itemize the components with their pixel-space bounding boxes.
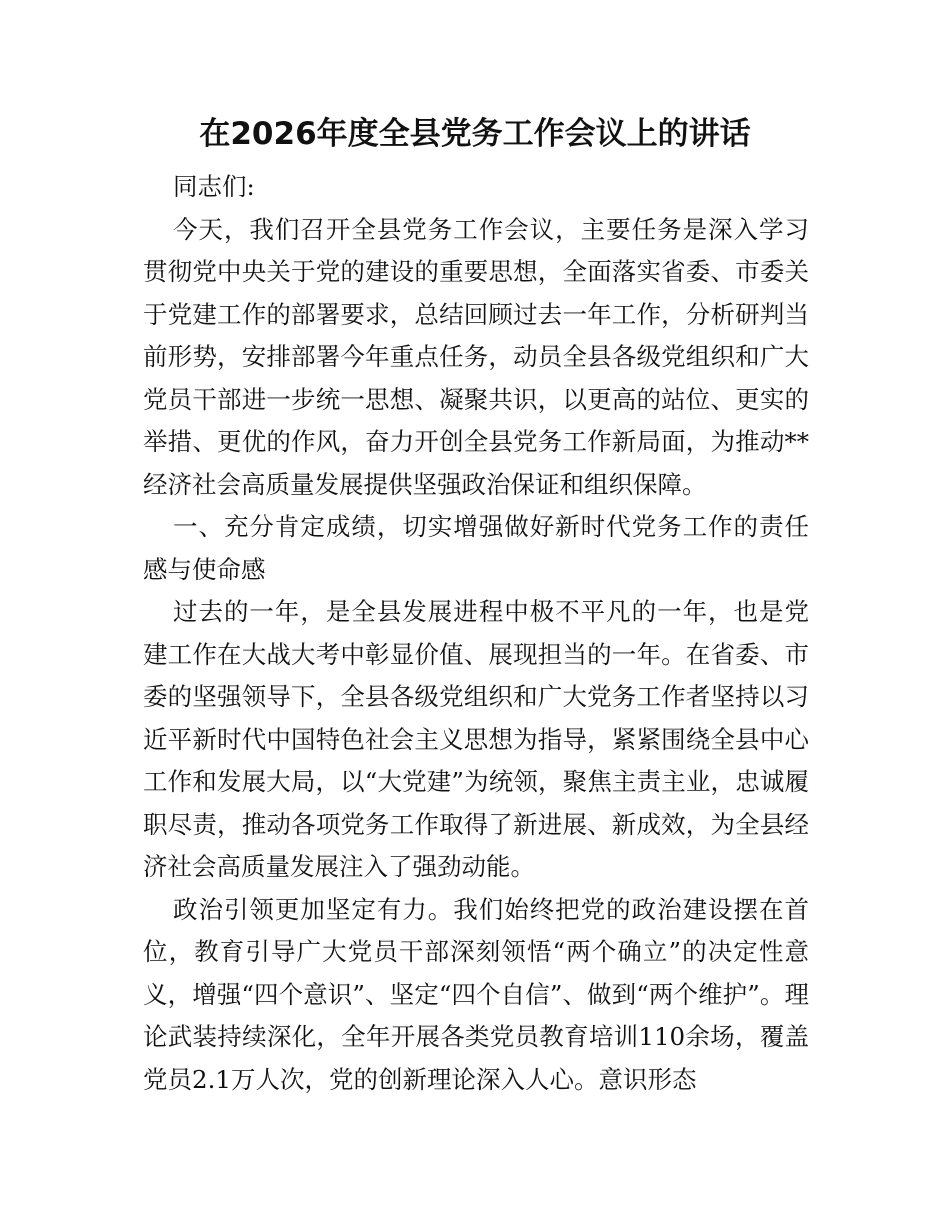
salutation: 同志们:	[173, 172, 255, 201]
paragraph: 过去的一年，是全县发展进程中极不平凡的一年，也是党建工作在大战大考中彰显价值、展现担当的一年。在省委、市委的坚强领导下，全县各级党组织和广大党务工作者坚持以习近平新时代中国特色社会主义思想为指导，紧紧围绕全县中心工作和发展大局，以“大党建”为统领，聚焦主责主业，忠诚履职尽责，推动各项党务工作取得了新进展、新成效，为全县经济社会高质量发展注入了强劲动能。	[143, 597, 809, 881]
document-title: 在2026年度全县党务工作会议上的讲话	[199, 116, 751, 152]
paragraph: 政治引领更加坚定有力。我们始终把党的政治建设摆在首位，教育引导广大党员干部深刻领悟“两个确立”的决定性意义，增强“四个意识”、坚定“四个自信”、做到“两个维护”。理论武装持续深化，全年开展各类党员教育培训110余场，覆盖党员2.1万人次，党的创新理论深入人心。意识形态	[143, 894, 809, 1094]
section-heading: 一、充分肯定成绩，切实增强做好新时代党务工作的责任感与使命感	[143, 512, 809, 584]
paragraph: 今天，我们召开全县党务工作会议，主要任务是深入学习贯彻党中央关于党的建设的重要思想，全面落实省委、市委关于党建工作的部署要求，总结回顾过去一年工作，分析研判当前形势，安排部署今年重点任务，动员全县各级党组织和广大党员干部进一步统一思想、凝聚共识，以更高的站位、更实的举措、更优的作风，奋力开创全县党务工作新局面，为推动**经济社会高质量发展提供坚强政治保证和组织保障。	[143, 214, 809, 499]
document-body	[143, 166, 809, 1101]
